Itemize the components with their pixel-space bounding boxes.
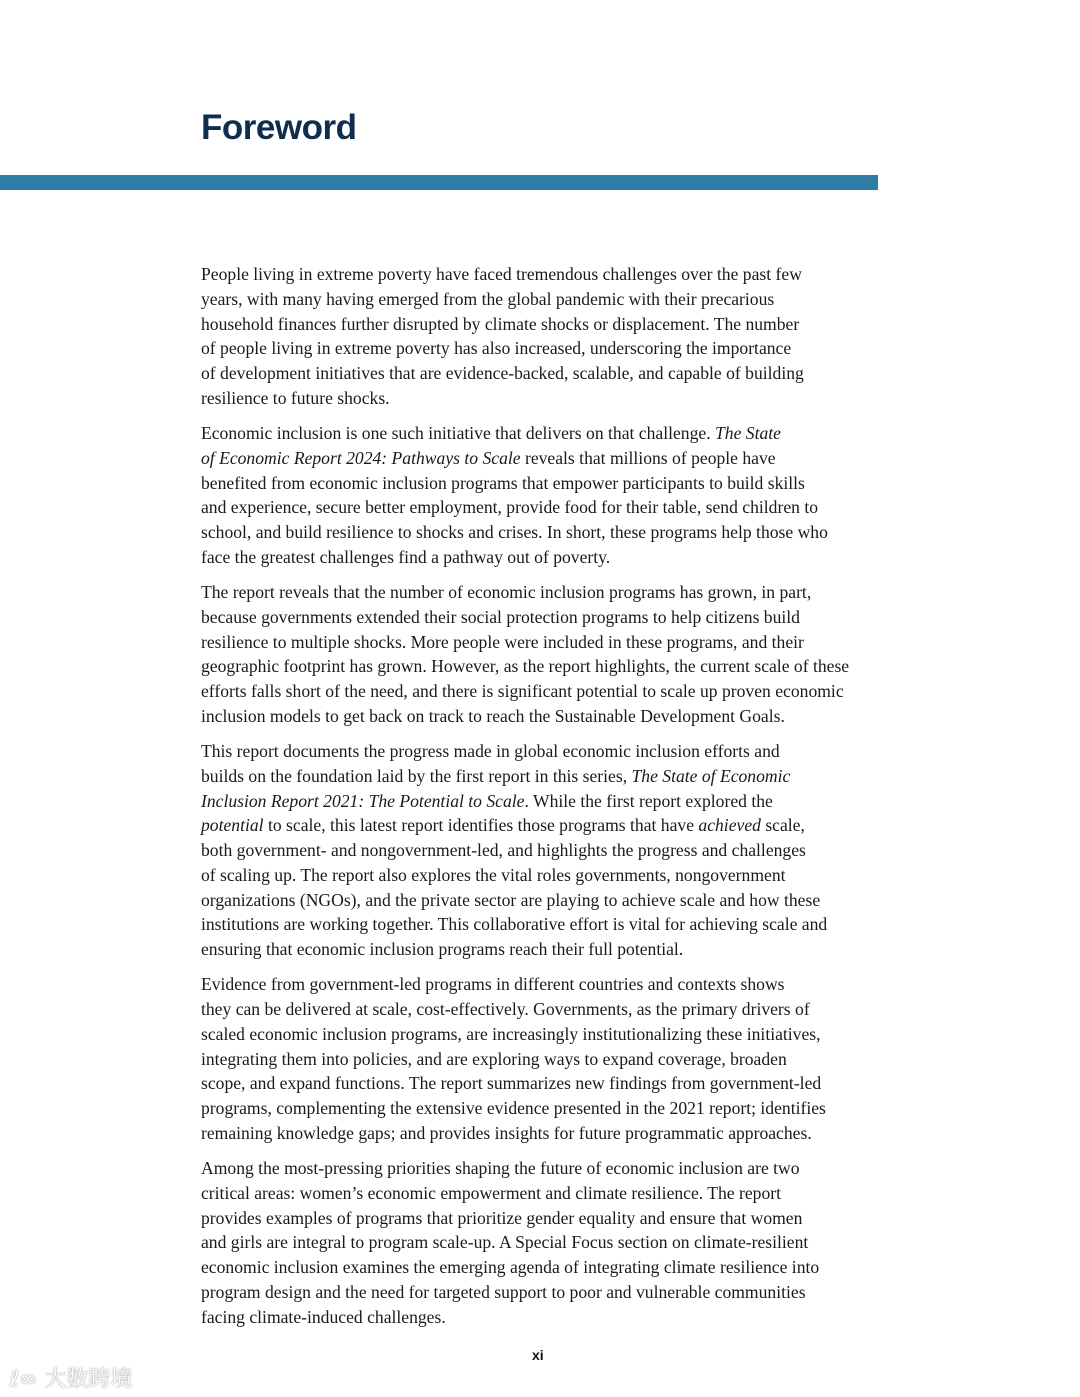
page-title: Foreword xyxy=(201,108,357,147)
text-span: institutions are working together. This collaborative effort is vital for achieving scale and xyxy=(201,914,828,935)
text-span: integrating them into policies, and are exploring ways to expand coverage, broaden xyxy=(201,1048,787,1069)
text-span: Among the most-pressing priorities shaping the future of economic inclusion are two xyxy=(201,1158,800,1179)
text-span: Evidence from government-led programs in different countries and contexts shows xyxy=(201,974,785,995)
text-line xyxy=(201,912,891,937)
text-span: facing climate-induced challenges. xyxy=(201,1306,446,1327)
text-line xyxy=(201,312,891,337)
text-span: geographic footprint has grown. However, as the report highlights, the current scale of these xyxy=(201,656,850,677)
text-line xyxy=(201,863,891,888)
text-span: of development initiatives that are evidence-backed, scalable, and capable of building xyxy=(201,363,804,384)
paragraph xyxy=(201,972,891,1146)
text-line xyxy=(201,972,891,997)
text-line xyxy=(201,739,891,764)
text-span: economic inclusion examines the emerging agenda of integrating climate resilience into xyxy=(201,1257,820,1278)
text-span: provides examples of programs that prioritize gender equality and ensure that women xyxy=(201,1207,803,1228)
text-line xyxy=(201,262,891,287)
text-span: The report reveals that the number of economic inclusion programs has grown, in part, xyxy=(201,581,812,602)
text-line xyxy=(201,1206,891,1231)
text-span: program design and the need for targeted support to poor and vulnerable communities xyxy=(201,1282,806,1303)
text-span: household finances further disrupted by climate shocks or displacement. The number xyxy=(201,313,800,334)
text-line xyxy=(201,1156,891,1181)
text-line xyxy=(201,888,891,913)
text-span: scope, and expand functions. The report summarizes new findings from government-led xyxy=(201,1073,822,1094)
text-line xyxy=(201,997,891,1022)
text-span: Economic inclusion is one such initiative that delivers on that challenge. xyxy=(201,422,715,443)
page-number: xi xyxy=(532,1347,544,1363)
text-line xyxy=(201,1255,891,1280)
text-line xyxy=(201,1096,891,1121)
text-line xyxy=(201,361,891,386)
italic-text: of Economic Report 2024: Pathways to Scale xyxy=(201,447,521,468)
text-span: years, with many having emerged from the global pandemic with their precarious xyxy=(201,288,775,309)
text-span: scale, xyxy=(760,815,805,836)
text-span: builds on the foundation laid by the first report in this series, xyxy=(201,765,632,786)
text-line xyxy=(201,679,891,704)
text-line xyxy=(201,937,891,962)
text-line xyxy=(201,704,891,729)
text-line xyxy=(201,1071,891,1096)
text-span: and girls are integral to program scale-up. A Special Focus section on climate-resilient xyxy=(201,1232,809,1253)
text-line xyxy=(201,520,891,545)
text-span: face the greatest challenges find a pathway out of poverty. xyxy=(201,546,611,567)
text-span: of scaling up. The report also explores the vital roles governments, nongovernment xyxy=(201,864,786,885)
text-line xyxy=(201,495,891,520)
text-line xyxy=(201,1230,891,1255)
text-span: People living in extreme poverty have faced tremendous challenges over the past few xyxy=(201,264,802,284)
text-line xyxy=(201,764,891,789)
text-span: school, and build resilience to shocks and crises. In short, these programs help those who xyxy=(201,522,828,543)
text-span: because governments extended their social protection programs to help citizens build xyxy=(201,606,800,627)
text-span: resilience to multiple shocks. More people were included in these programs, and their xyxy=(201,631,804,652)
title-rule xyxy=(0,175,878,190)
watermark-logo: ℓ∞ 大数跨境 xyxy=(10,1367,133,1392)
text-span: This report documents the progress made in global economic inclusion efforts and xyxy=(201,740,780,761)
text-line xyxy=(201,471,891,496)
text-line xyxy=(201,654,891,679)
text-span: programs, complementing the extensive evidence presented in the 2021 report; identifies xyxy=(201,1098,826,1119)
text-line xyxy=(201,1047,891,1072)
foreword-body xyxy=(201,262,891,1340)
text-span: both government- and nongovernment-led, and highlights the progress and challenges xyxy=(201,840,806,861)
text-line xyxy=(201,789,891,814)
text-line xyxy=(201,287,891,312)
text-span: resilience to future shocks. xyxy=(201,387,390,408)
text-line xyxy=(201,1121,891,1146)
italic-text: achieved xyxy=(698,815,761,836)
paragraph xyxy=(201,580,891,729)
text-span: ensuring that economic inclusion programs reach their full potential. xyxy=(201,939,684,960)
text-span: remaining knowledge gaps; and provides insights for future programmatic approaches. xyxy=(201,1123,812,1144)
text-span: of people living in extreme poverty has also increased, underscoring the importance xyxy=(201,338,792,359)
paragraph xyxy=(201,421,891,570)
italic-text: The State xyxy=(715,422,781,443)
text-line xyxy=(201,421,891,446)
paragraph xyxy=(201,739,891,962)
text-span: and experience, secure better employment, provide food for their table, send children to xyxy=(201,497,819,518)
italic-text: Inclusion Report 2021: The Potential to Scale xyxy=(201,790,525,811)
text-span: to scale, this latest report identifies those programs that have xyxy=(263,815,699,836)
text-line xyxy=(201,1022,891,1047)
text-span: organizations (NGOs), and the private sector are playing to achieve scale and how these xyxy=(201,889,821,910)
text-line xyxy=(201,446,891,471)
paragraph xyxy=(201,262,891,411)
text-span: critical areas: women’s economic empowerment and climate resilience. The report xyxy=(201,1182,782,1203)
text-line xyxy=(201,1280,891,1305)
italic-text: The State of Economic xyxy=(631,765,791,786)
text-line xyxy=(201,838,891,863)
text-line xyxy=(201,813,891,838)
text-span: they can be delivered at scale, cost-effectively. Governments, as the primary drivers of xyxy=(201,999,810,1020)
paragraph xyxy=(201,1156,891,1330)
text-span: reveals that millions of people have xyxy=(520,447,776,468)
text-span: benefited from economic inclusion programs that empower participants to build skills xyxy=(201,472,805,493)
text-line xyxy=(201,1305,891,1330)
text-span: scaled economic inclusion programs, are increasingly institutionalizing these initiatives, xyxy=(201,1023,821,1044)
text-line xyxy=(201,386,891,411)
text-line xyxy=(201,605,891,630)
text-line xyxy=(201,1181,891,1206)
text-line xyxy=(201,336,891,361)
text-line xyxy=(201,630,891,655)
italic-text: potential xyxy=(201,815,264,836)
text-span: . While the first report explored the xyxy=(524,790,773,811)
text-span: inclusion models to get back on track to reach the Sustainable Development Goals. xyxy=(201,705,785,726)
text-line xyxy=(201,580,891,605)
text-span: efforts falls short of the need, and there is significant potential to scale up proven economic xyxy=(201,681,844,702)
text-line xyxy=(201,545,891,570)
